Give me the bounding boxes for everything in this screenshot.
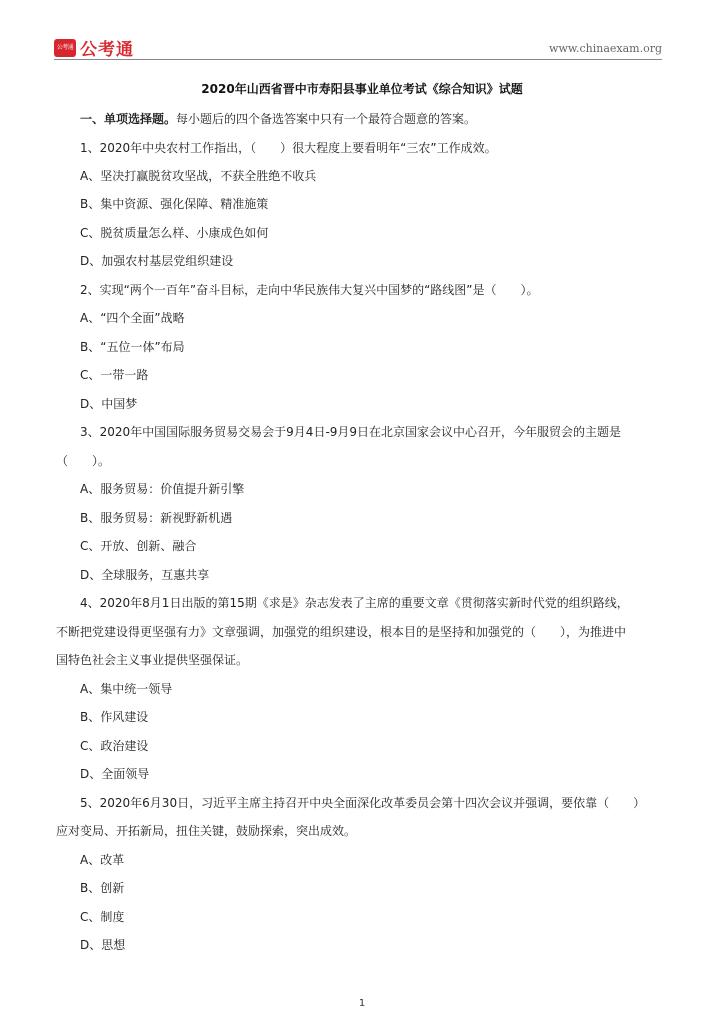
page-header bbox=[54, 30, 662, 60]
section-heading: 一、单项选择题。 bbox=[80, 112, 177, 126]
question-1-option-c: C、脱贫质量怎么样、小康成色如何 bbox=[80, 226, 269, 240]
logo-text: 公考通 bbox=[80, 40, 134, 60]
question-5-option-c: C、制度 bbox=[80, 910, 125, 924]
question-5-option-b: B、创新 bbox=[80, 881, 125, 895]
question-1-option-d: D、加强农村基层党组织建设 bbox=[80, 254, 234, 268]
question-1-option-b: B、集中资源、强化保障、精准施策 bbox=[80, 197, 269, 211]
header-divider bbox=[54, 59, 662, 60]
question-3-stem-line-1: 3、2020年中国国际服务贸易交易会于9月4日-9月9日在北京国家会议中心召开，今年服贸会的主题是 bbox=[80, 425, 622, 439]
logo[interactable] bbox=[54, 35, 134, 60]
site-url[interactable]: www.chinaexam.org bbox=[549, 42, 662, 55]
question-5-option-d: D、思想 bbox=[80, 938, 126, 952]
question-4-option-c: C、政治建设 bbox=[80, 739, 149, 753]
question-3-stem-line-2: （ ）。 bbox=[56, 454, 111, 468]
question-5-stem-line-2: 应对变局、开拓新局，扭住关键，鼓励探索，突出成效。 bbox=[56, 824, 357, 838]
logo-badge-icon: 公考通 bbox=[54, 39, 76, 57]
question-2-option-c: C、一带一路 bbox=[80, 368, 149, 382]
question-4-option-a: A、集中统一领导 bbox=[80, 682, 173, 696]
document-title: 2020年山西省晋中市寿阳县事业单位考试《综合知识》试题 bbox=[201, 82, 523, 96]
question-4-stem-line-2: 不断把党建设得更坚强有力》文章强调，加强党的组织建设，根本目的是坚持和加强党的（ ），为推进中 bbox=[56, 625, 627, 639]
question-3-option-d: D、全球服务，互惠共享 bbox=[80, 568, 210, 582]
question-5-option-a: A、改革 bbox=[80, 853, 125, 867]
question-3-option-a: A、服务贸易：价值提升新引擎 bbox=[80, 482, 245, 496]
question-4-option-d: D、全面领导 bbox=[80, 767, 150, 781]
section-instruction: 每小题后的四个备选答案中只有一个最符合题意的答案。 bbox=[176, 112, 477, 126]
question-2-stem: 2、实现“两个一百年”奋斗目标，走向中华民族伟大复兴中国梦的“路线图”是（ ）。 bbox=[80, 283, 539, 297]
question-4-stem-line-3: 国特色社会主义事业提供坚强保证。 bbox=[56, 653, 249, 667]
question-3-option-c: C、开放、创新、融合 bbox=[80, 539, 197, 553]
question-4-stem-line-1: 4、2020年8月1日出版的第15期《求是》杂志发表了主席的重要文章《贯彻落实新时代党的组织路线， bbox=[80, 596, 629, 610]
question-3-option-b: B、服务贸易：新视野新机遇 bbox=[80, 511, 233, 525]
question-1-option-a: A、坚决打赢脱贫攻坚战，不获全胜绝不收兵 bbox=[80, 169, 317, 183]
question-5-stem-line-1: 5、2020年6月30日，习近平主席主持召开中央全面深化改革委员会第十四次会议并强调，要依靠（ ） bbox=[80, 796, 646, 810]
page-number: 1 bbox=[358, 998, 366, 1009]
question-1-stem: 1、2020年中央农村工作指出，（ ）很大程度上要看明年“三农”工作成效。 bbox=[80, 141, 497, 155]
question-2-option-d: D、中国梦 bbox=[80, 397, 138, 411]
question-2-option-a: A、“四个全面”战略 bbox=[80, 311, 185, 325]
question-2-option-b: B、“五位一体”布局 bbox=[80, 340, 185, 354]
question-4-option-b: B、作风建设 bbox=[80, 710, 149, 724]
section-heading-line bbox=[80, 110, 476, 127]
